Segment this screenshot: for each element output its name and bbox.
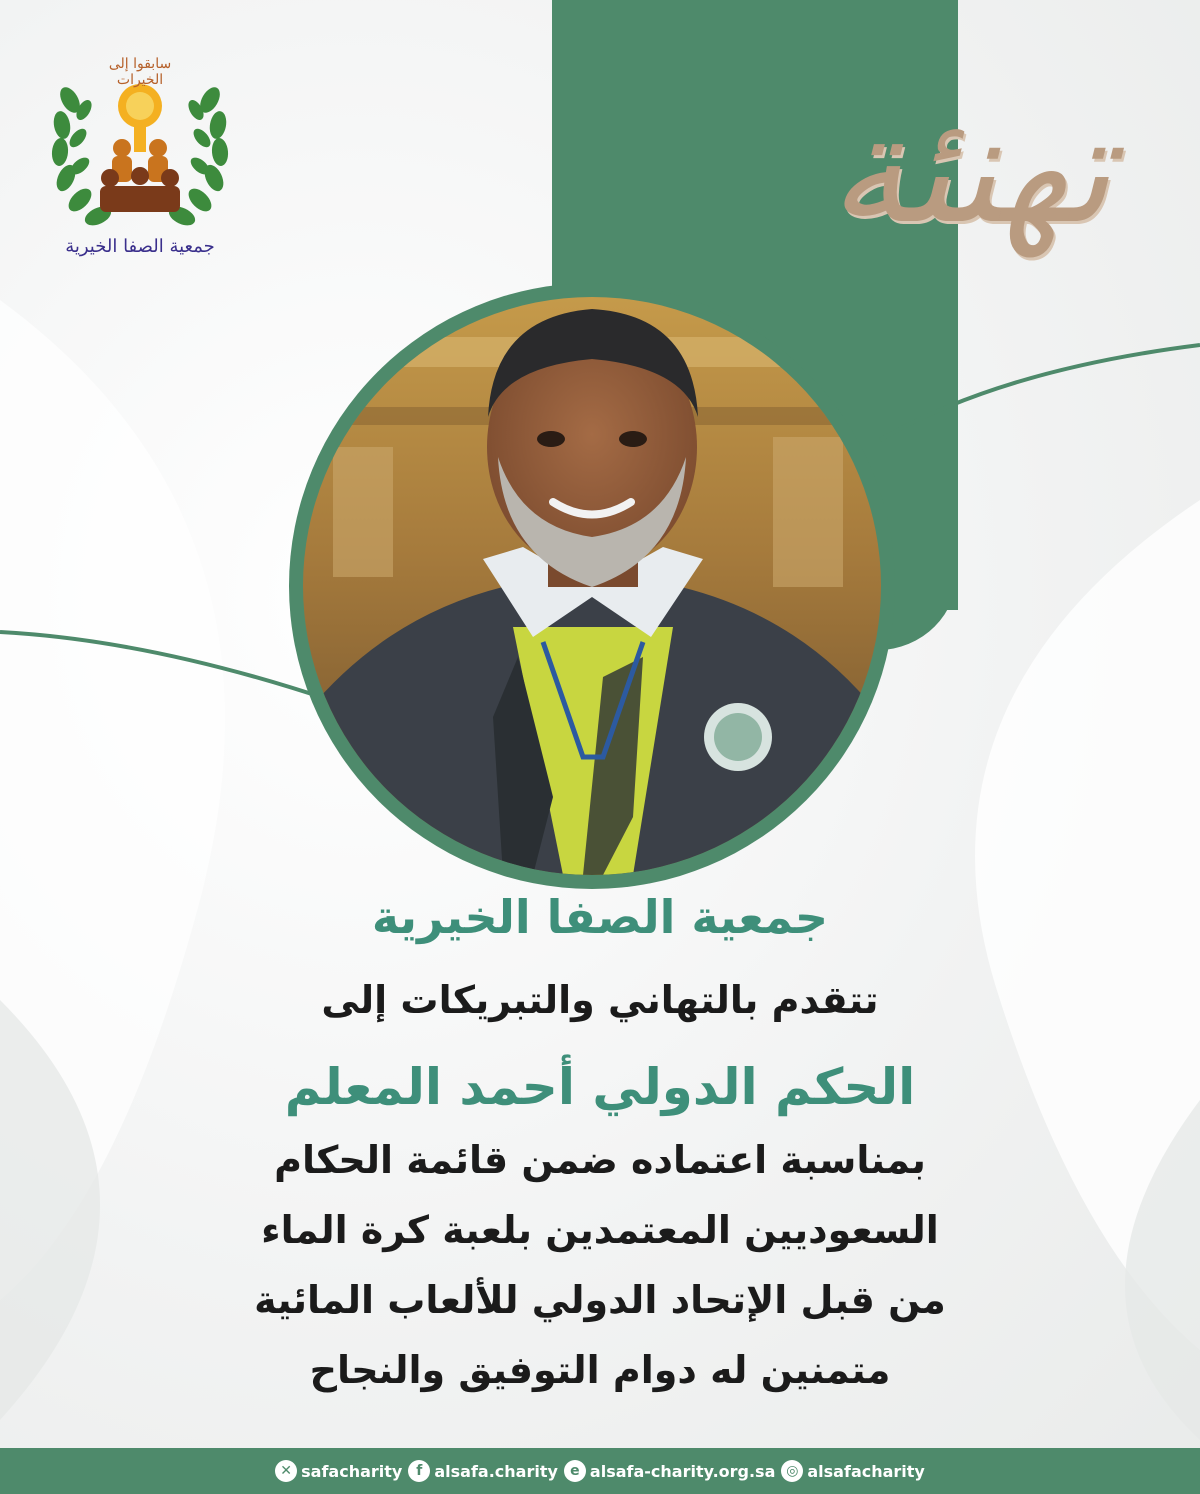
- facebook-handle: alsafa.charity: [434, 1461, 558, 1481]
- portrait-illustration: [303, 297, 881, 875]
- body-line: متمنين له دوام التوفيق والنجاح: [309, 1348, 891, 1392]
- greeting-line: تتقدم بالتهاني والتبريكات إلى: [321, 978, 879, 1022]
- body-line: السعوديين المعتمدين بلعبة كرة الماء: [261, 1208, 939, 1252]
- headline-calligraphy: [760, 30, 1180, 320]
- body-line: من قبل الإتحاد الدولي للألعاب المائية: [254, 1278, 946, 1322]
- organization-name: جمعية الصفا الخيرية: [371, 890, 829, 944]
- x-handle: safacharity: [301, 1461, 403, 1481]
- globe-icon: e: [564, 1460, 586, 1482]
- social-links: [0, 1448, 1200, 1494]
- headline-text: تهنئة: [829, 83, 1111, 257]
- facebook-link[interactable]: [408, 1460, 558, 1482]
- facebook-icon: f: [408, 1460, 430, 1482]
- footer-bar: [0, 1448, 1200, 1494]
- honoree-name: الحكم الدولي أحمد المعلم: [284, 1058, 916, 1116]
- website-url: alsafa-charity.org.sa: [589, 1461, 776, 1481]
- x-icon: ✕: [275, 1460, 297, 1482]
- instagram-icon: ◎: [781, 1460, 803, 1482]
- instagram-handle: alsafacharity: [807, 1461, 925, 1481]
- website-link[interactable]: [564, 1460, 775, 1482]
- body-line: بمناسبة اعتماده ضمن قائمة الحكام: [274, 1138, 926, 1182]
- logo-motto: سابقوا إلى الخيرات: [108, 56, 172, 88]
- x-link[interactable]: [275, 1460, 402, 1482]
- logo-name: جمعية الصفا الخيرية: [65, 236, 215, 257]
- instagram-link[interactable]: [781, 1460, 924, 1482]
- charity-logo: [40, 40, 240, 280]
- honoree-photo: [303, 297, 881, 875]
